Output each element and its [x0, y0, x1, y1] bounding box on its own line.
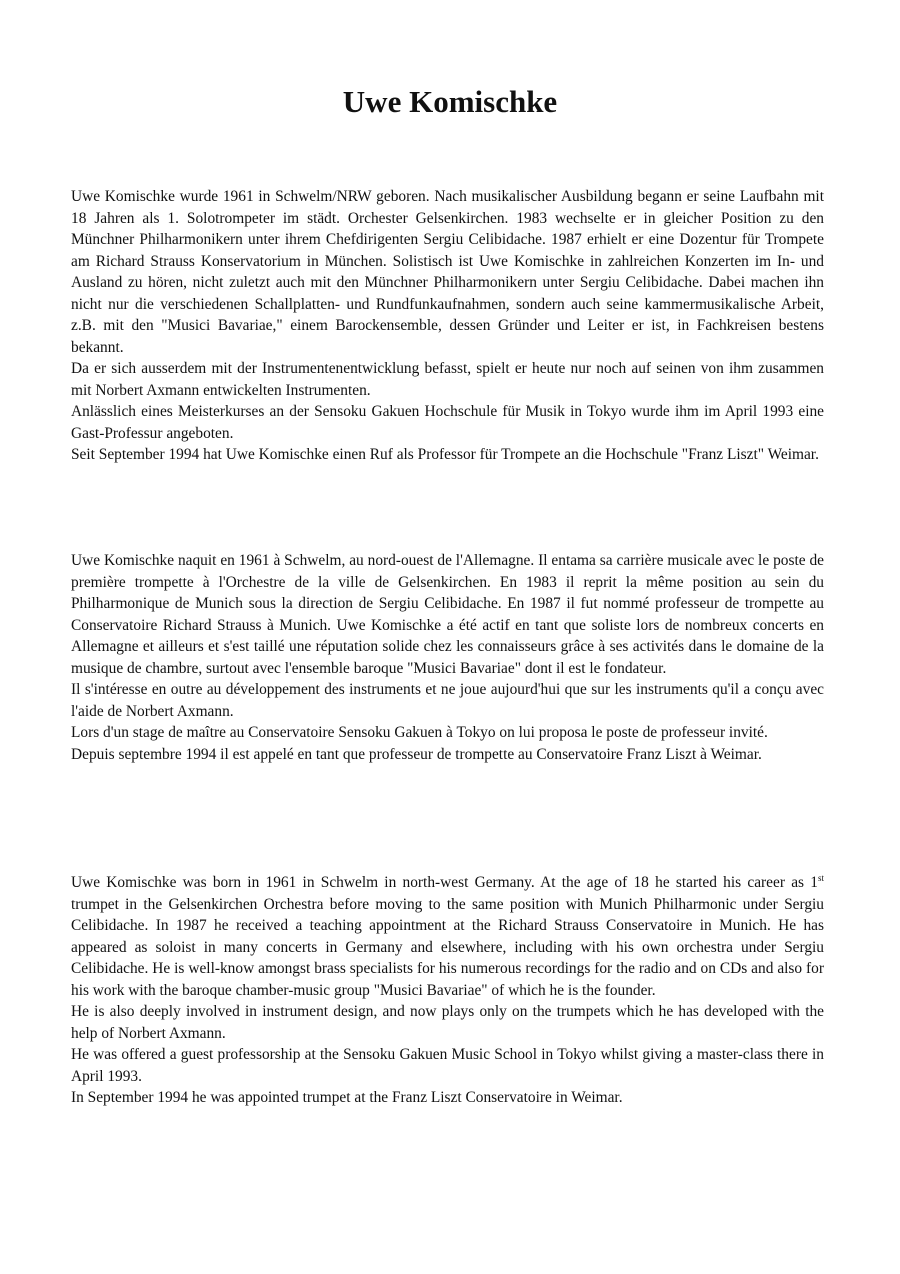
french-paragraph-2: Il s'intéresse en outre au développement des instruments et ne joue aujourd'hui que sur les instruments qu'il a conçu avec l'aide de Norbert Axmann. [71, 681, 824, 720]
german-biography [71, 186, 824, 466]
ordinal-suffix: st [817, 873, 824, 883]
english-paragraph-1 [71, 872, 824, 1001]
french-biography [71, 550, 824, 765]
german-paragraph-1: Uwe Komischke wurde 1961 in Schwelm/NRW geboren. Nach musikalischer Ausbildung begann er seine Laufbahn mit 18 Jahren als 1. Solotrompeter im städt. Orchester Gelsenkirchen. 1983 wechselte er in gleicher Position zu den Münchner Philharmonikern unter ihrem Chefdirigenten Sergiu Celibidache. 1987 erhielt er eine Dozentur für Trompete am Richard Strauss Konservatorium in München. Solistisch ist Uwe Komischke in zahlreichen Konzerten im In- und Ausland zu hören, nicht zuletzt auch mit den Münchner Philharmonikern unter Sergiu Celibidache. Dabei machen ihn nicht nur die verschiedenen Schallplatten- und Rundfunkaufnahmen, sondern auch seine kammermusikalische Arbeit, z.B. mit den "Musici Bavariae," einem Barockensemble, dessen Gründer und Leiter er ist, in Fachkreisen bestens bekannt. [71, 188, 824, 356]
english-paragraph-1-end: trumpet in the Gelsenkirchen Orchestra before moving to the same position with Munich Philharmonic under Sergiu Celibidache. In 1987 he received a teaching appointment at the Richard Strauss Conservatoire in Munich. He has appeared as soloist in many concerts in Germany and elsewhere, including with his own orchestra under Sergiu Celibidache. He is well-know amongst brass specialists for his numerous recordings for the radio and on CDs and also for his work with the baroque chamber-music group "Musici Bavariae" of which he is the founder. [71, 895, 824, 999]
german-paragraph-3: Anlässlich eines Meisterkurses an der Sensoku Gakuen Hochschule für Musik in Tokyo wurde ihm im April 1993 eine Gast-Professur angeboten. [71, 403, 824, 442]
page-title: Uwe Komischke [342, 84, 558, 119]
english-paragraph-2: He is also deeply involved in instrument design, and now plays only on the trumpets which he has developed with the help of Norbert Axmann. [71, 1003, 824, 1042]
french-paragraph-1: Uwe Komischke naquit en 1961 à Schwelm, au nord-ouest de l'Allemagne. Il entama sa carrière musicale avec le poste de première trompette à l'Orchestre de la ville de Gelsenkirchen. En 1983 il reprit la même position au sein du Philharmonique de Munich sous la direction de Sergiu Celibidache. En 1987 il fut nommé professeur de trompette au Conservatoire Richard Strauss à Munich. Uwe Komischke a été actif en tant que soliste lors de nombreux concerts en Allemagne et ailleurs et s'est taillé une réputation solide chez les connaisseurs grâce à ses activités dans le domaine de la musique de chambre, surtout avec l'ensemble baroque "Musici Bavariae" dont il est le fondateur. [71, 552, 824, 677]
french-paragraph-4: Depuis septembre 1994 il est appelé en tant que professeur de trompette au Conservatoire Franz Liszt à Weimar. [71, 745, 762, 763]
english-paragraph-4: In September 1994 he was appointed trumpet at the Franz Liszt Conservatoire in Weimar. [71, 1089, 623, 1106]
french-paragraph-3: Lors d'un stage de maître au Conservatoire Sensoku Gakuen à Tokyo on lui proposa le poste de professeur invité. [71, 724, 768, 741]
german-paragraph-2: Da er sich ausserdem mit der Instrumentenentwicklung befasst, spielt er heute nur noch auf seinen von ihm zusammen mit Norbert Axmann entwickelten Instrumenten. [71, 360, 824, 399]
english-paragraph-3: He was offered a guest professorship at the Sensoku Gakuen Music School in Tokyo whilst giving a master-class there in April 1993. [71, 1046, 824, 1085]
german-paragraph-4: Seit September 1994 hat Uwe Komischke einen Ruf als Professor für Trompete an die Hochschule "Franz Liszt" Weimar. [71, 446, 819, 463]
english-biography [71, 872, 824, 1109]
english-paragraph-1-start: Uwe Komischke was born in 1961 in Schwelm in north-west Germany. At the age of 18 he started his career as 1 [71, 874, 818, 891]
